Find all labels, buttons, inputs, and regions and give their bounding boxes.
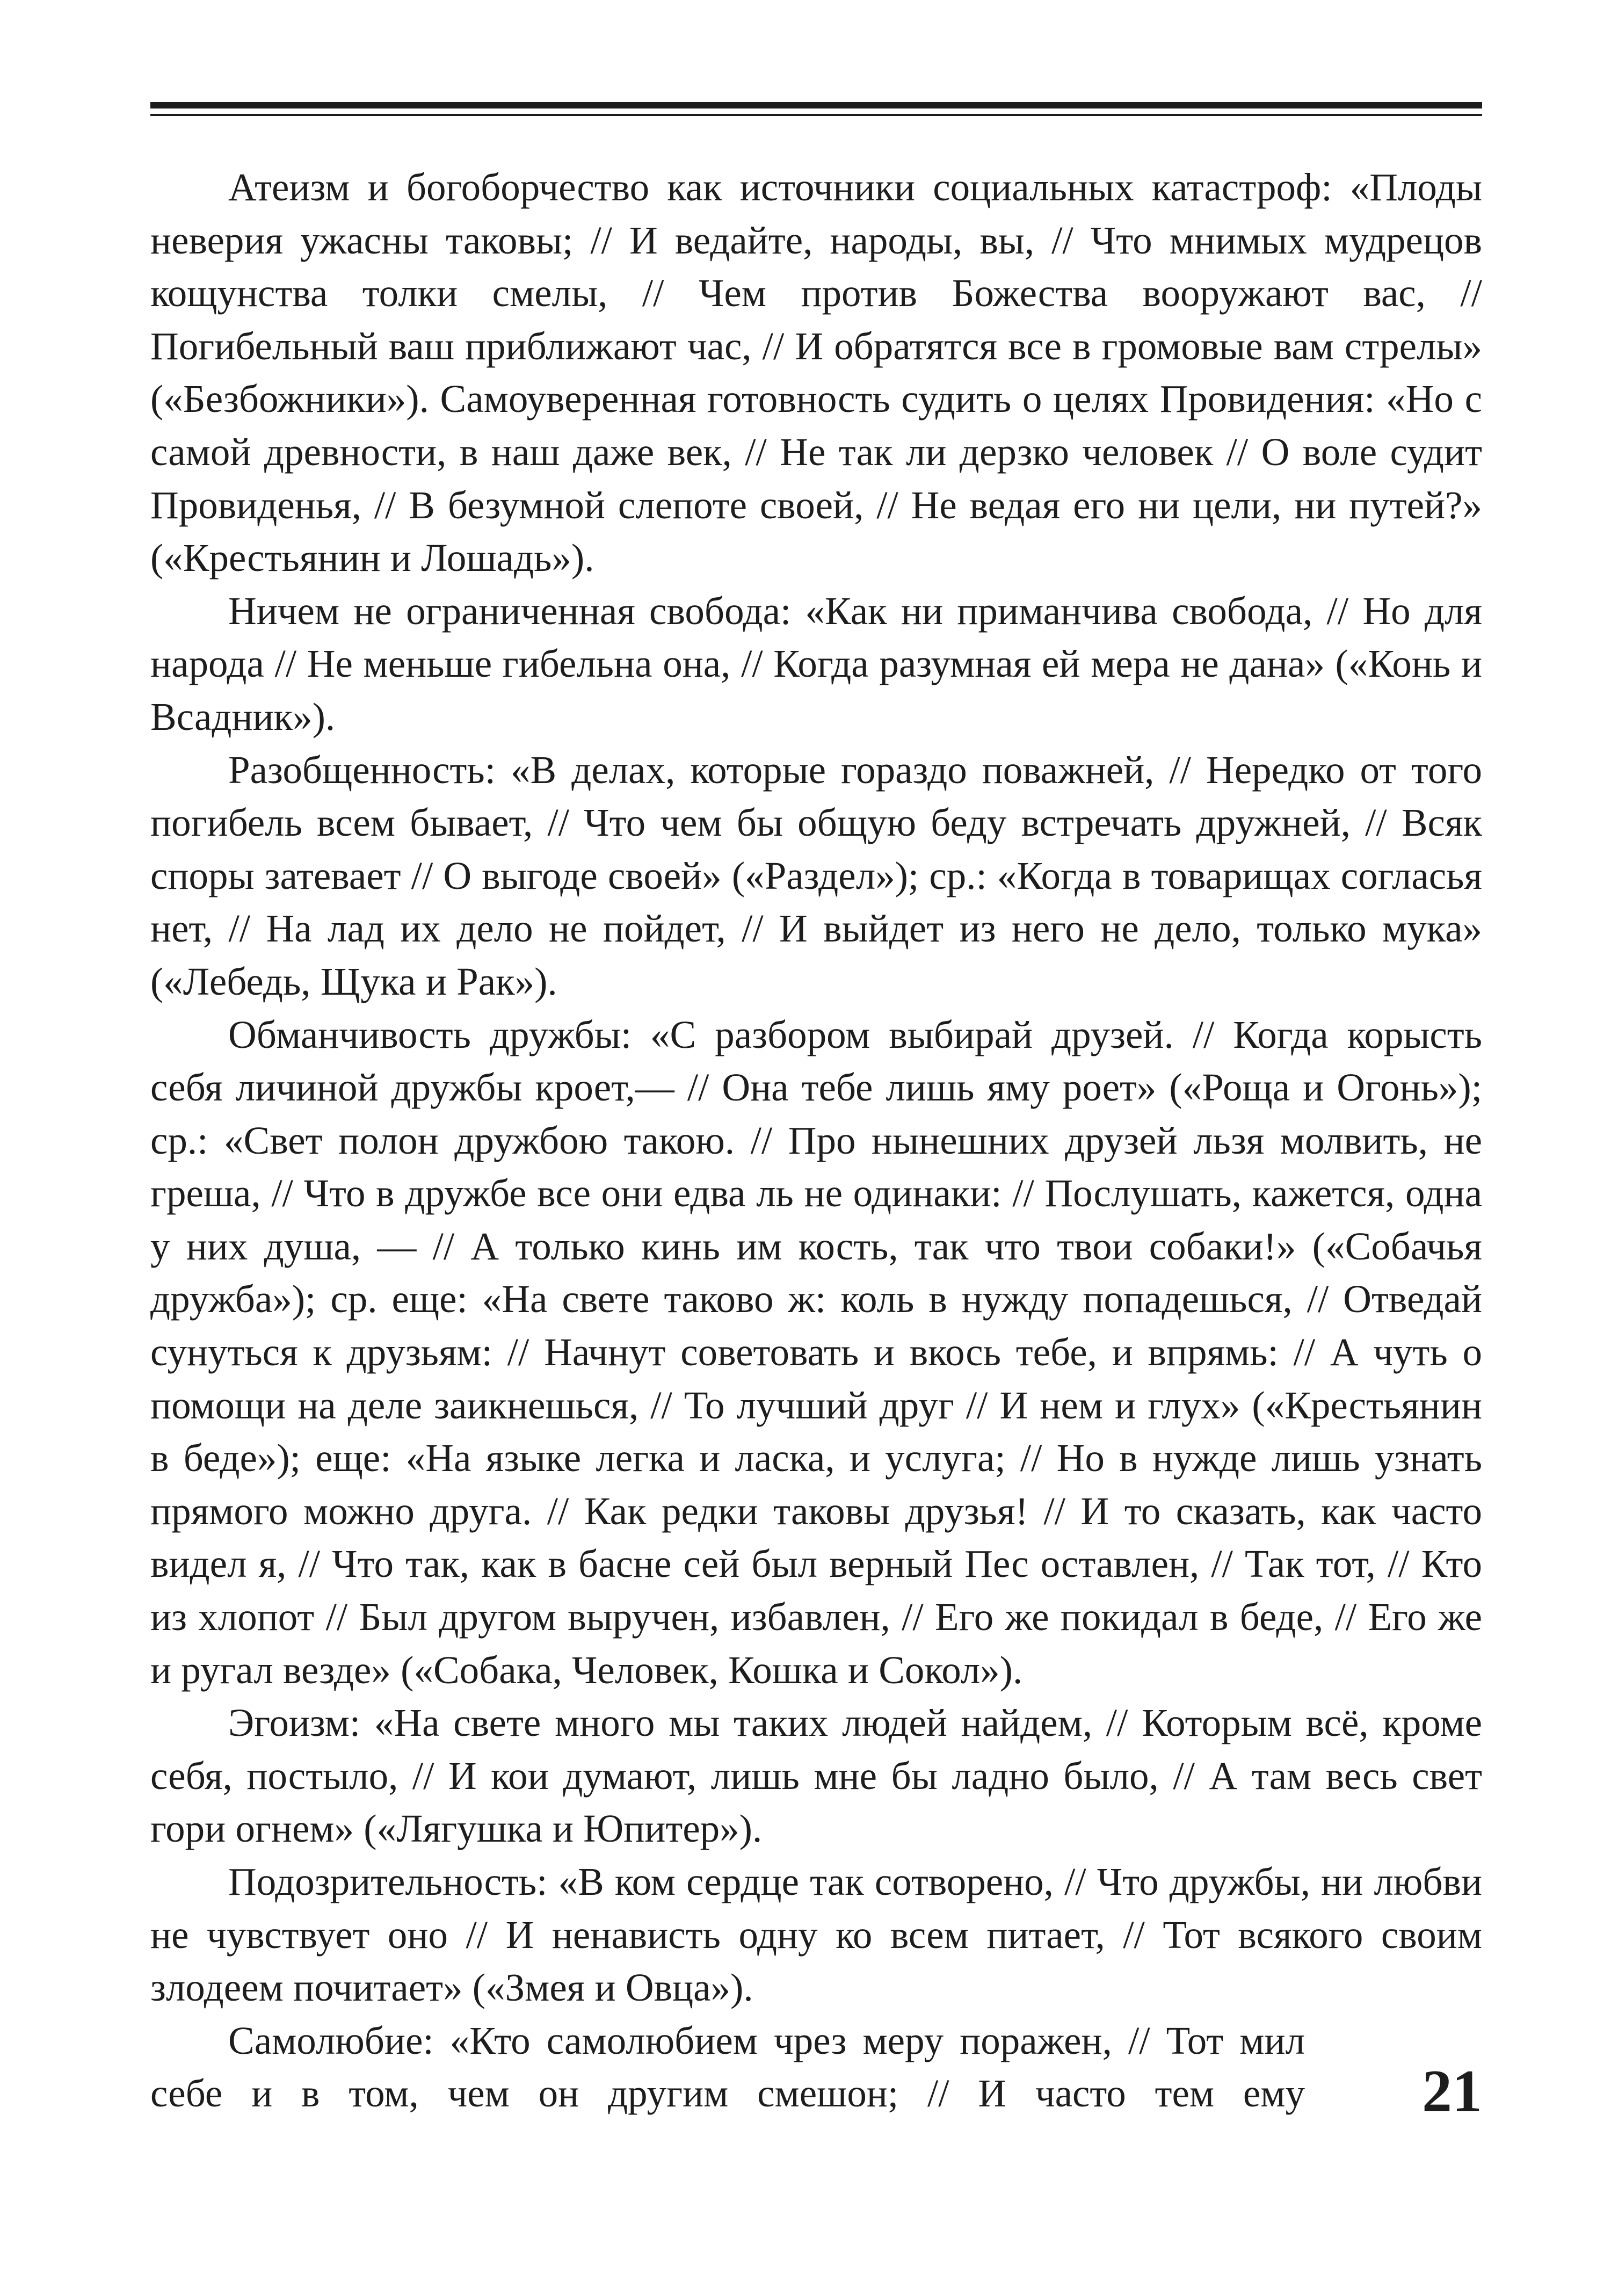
header-rule-thin	[150, 114, 1482, 116]
paragraph-self-love: Самолюбие: «Кто самолюбием чрез меру поражен, // Тот мил себе и в том, чем он другим смешон; // И часто тем ему	[150, 2018, 1305, 2116]
paragraph-freedom: Ничем не ограниченная свобода: «Как ни приманчива свобода, // Но для народа // Не меньше гибельна она, // Когда разумная ей мера не дана» («Конь и Всадник»).	[150, 589, 1482, 738]
header-rule-thick	[150, 102, 1482, 108]
paragraph-disunity: Разобщенность: «В делах, которые гораздо поважней, // Нередко от того погибель всем бывает, // Что чем бы общую беду встречать дружней, // Всяк споры затевает // О выгоде своей» («Раздел»); ср.: «Когда в товарищах согласья нет, // На лад их дело не пойдет, // И выйдет из него не дело, только мука» («Лебедь, Щука и Рак»).	[150, 748, 1482, 1003]
paragraph-friendship: Обманчивость дружбы: «С разбором выбирай друзей. // Когда корысть себя личиной дружбы кроет,— // Она тебе лишь яму роет» («Роща и Огонь»); ср.: «Свет полон дружбою такою. // Про нынешних друзей льзя молвить, не греша, // Что в дружбе все они едва ль не одинаки: // Послушать, кажется, одна у них душа, — // А только кинь им кость, так что твои собаки!» («Собачья дружба»); ср. еще: «На свете таково ж: коль в нужду попадешься, // Отведай сунуться к друзьям: // Начнут советовать и вкось тебе, и впрямь: // А чуть о помощи на деле заикнешься, // То лучший друг // И нем и глух» («Крестьянин в беде»); еще: «На языке легка и ласка, и услуга; // Но в нужде лишь узнать прямого можно друга. // Как редки таковы друзья! // И то сказать, как часто видел я, // Что так, как в басне сей был верный Пес оставлен, // Так тот, // Кто из хлопот // Был другом выручен, избавлен, // Его же покидал в беде, // Его же и ругал везде» («Собака, Человек, Кошка и Сокол»).	[150, 1012, 1482, 1692]
page-number: 21	[1422, 2058, 1482, 2125]
paragraph-atheism: Атеизм и богоборчество как источники социальных катастроф: «Плоды неверия ужасны таковы; // И ведайте, народы, вы, // Что мнимых мудрецов кощунства толки смелы, // Чем против Божества вооружают вас, // Погибельный ваш приближают час, // И обратятся все в громовые вам стрелы» («Безбожники»). Самоуверенная готовность судить о целях Провидения: «Но с самой древности, в наш даже век, // Не так ли дерзко человек // О воле судит Провиденья, // В безумной слепоте своей, // Не ведая его ни цели, ни путей?» («Крестьянин и Лошадь»).	[150, 165, 1482, 580]
paragraph-suspicion: Подозрительность: «В ком сердце так сотворено, // Что дружбы, ни любви не чувствует оно // И ненависть одну ко всем питает, // Тот всякого своим злодеем почитает» («Змея и Овца»).	[150, 1860, 1482, 2010]
body-text	[150, 161, 1482, 2125]
paragraph-egoism: Эгоизм: «На свете много мы таких людей найдем, // Которым всё, кроме себя, постыло, // И кои думают, лишь мне бы ладно было, // А там весь свет гори огнем» («Лягушка и Юпитер»).	[150, 1701, 1482, 1851]
